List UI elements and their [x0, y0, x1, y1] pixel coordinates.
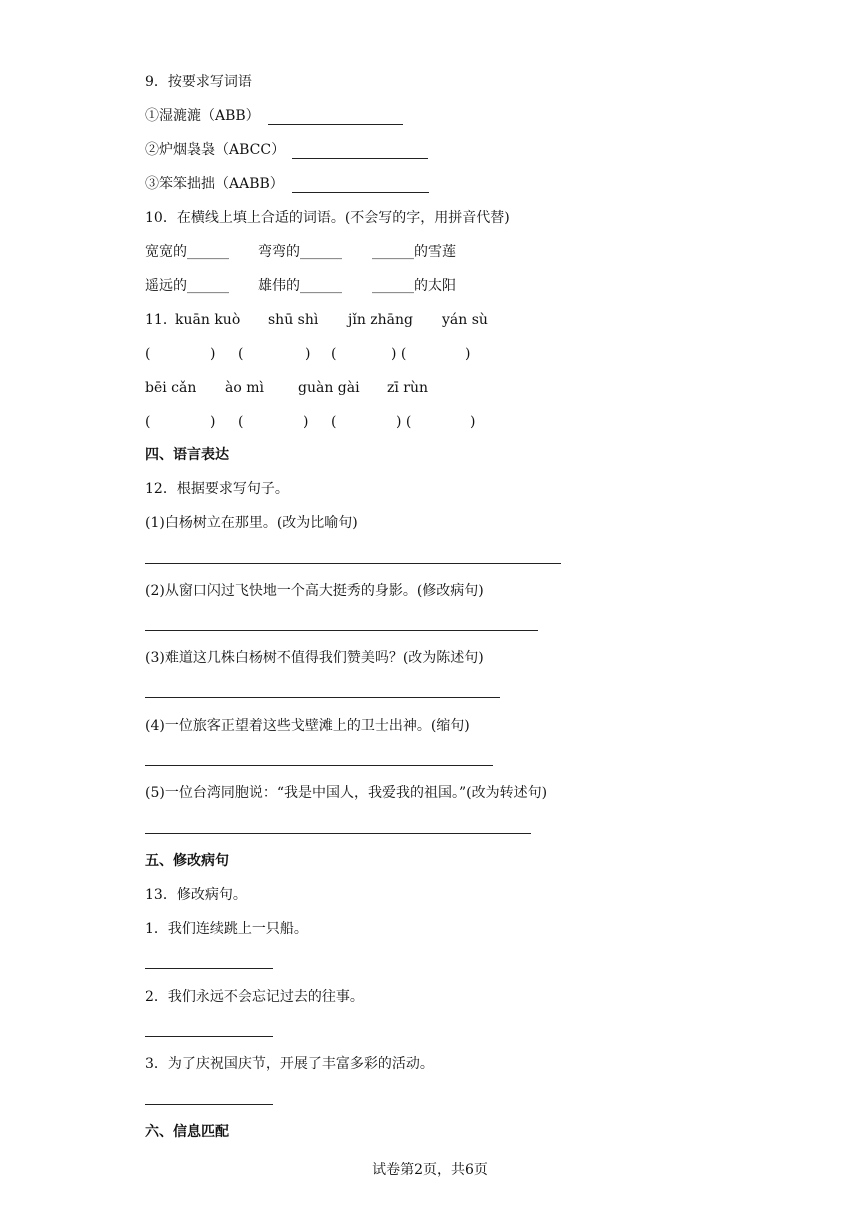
q12-answer-line-2 — [145, 630, 538, 631]
bracket: ) — [470, 414, 476, 430]
q13-sentence-3: 3．为了庆祝国庆节，开展了丰富多彩的活动。 — [145, 1056, 434, 1072]
q9-item-1: ①湿漉漉（ABB） — [145, 108, 260, 124]
q13-title: 13．修改病句。 — [145, 887, 247, 903]
bracket: ( — [238, 414, 244, 430]
bracket: ( — [331, 346, 337, 362]
q9-item-2: ②炉烟袅袅（ABCC） — [145, 142, 286, 158]
q13-answer-line-1 — [145, 968, 273, 969]
q13-sentence-2: 2．我们永远不会忘记过去的往事。 — [145, 989, 364, 1005]
page-footer: 试卷第2页，共6页 — [372, 1162, 488, 1178]
bracket: ( — [331, 414, 337, 430]
bracket: ( — [145, 346, 151, 362]
bracket: ( — [145, 414, 151, 430]
bracket: ) ( — [396, 414, 412, 430]
q12-sentence-5: (5)一位台湾同胞说：“我是中国人，我爱我的祖国。”(改为转述句) — [145, 785, 548, 801]
q10-title: 10．在横线上填上合适的词语。(不会写的字，用拼音代替) — [145, 210, 510, 226]
q10-blank: ______的雪莲 — [372, 244, 456, 260]
q11-pinyin: ào mì — [225, 380, 264, 396]
bracket: ) — [465, 346, 471, 362]
q12-sentence-3: (3)难道这几株白杨树不值得我们赞美吗？(改为陈述句) — [145, 650, 484, 666]
bracket: ) — [303, 414, 309, 430]
bracket: ) — [210, 346, 216, 362]
section-6-title: 六、信息匹配 — [145, 1124, 229, 1140]
q13-answer-line-3 — [145, 1104, 273, 1105]
q11-pinyin: bēi cǎn — [145, 380, 197, 396]
q10-blank: 宽宽的______ — [145, 244, 229, 260]
q12-sentence-1: (1)白杨树立在那里。(改为比喻句) — [145, 515, 358, 531]
q12-answer-line-3 — [145, 697, 500, 698]
q10-blank: 雄伟的______ — [258, 278, 342, 294]
q10-blank: ______的太阳 — [372, 278, 456, 294]
q11-prefix: 11． — [145, 312, 177, 328]
q10-blank: 遥远的______ — [145, 278, 229, 294]
q9-answer-line-2 — [292, 158, 428, 159]
q11-pinyin: yán sù — [442, 312, 488, 328]
q11-pinyin: kuān kuò — [175, 312, 241, 328]
q11-pinyin: shū shì — [268, 312, 319, 328]
q9-title: 9．按要求写词语 — [145, 74, 252, 90]
q12-answer-line-4 — [145, 765, 493, 766]
q12-title: 12．根据要求写句子。 — [145, 481, 289, 497]
q11-pinyin: jǐn zhāng — [348, 312, 414, 328]
bracket: ) ( — [391, 346, 407, 362]
q12-sentence-2: (2)从窗口闪过飞快地一个高大挺秀的身影。(修改病句) — [145, 583, 484, 599]
q12-answer-line-5 — [145, 833, 531, 834]
section-5-title: 五、修改病句 — [145, 853, 229, 869]
q12-answer-line-1 — [145, 563, 561, 564]
q11-pinyin: guàn gài — [298, 380, 360, 396]
q9-answer-line-3 — [292, 192, 429, 193]
section-4-title: 四、语言表达 — [145, 447, 229, 463]
q11-pinyin: zī rùn — [387, 380, 429, 396]
q10-blank: 弯弯的______ — [258, 244, 342, 260]
q9-answer-line-1 — [268, 124, 403, 125]
q13-answer-line-2 — [145, 1036, 273, 1037]
bracket: ) — [210, 414, 216, 430]
q12-sentence-4: (4)一位旅客正望着这些戈壁滩上的卫士出神。(缩句) — [145, 718, 470, 734]
bracket: ( — [238, 346, 244, 362]
q9-item-3: ③笨笨拙拙（AABB） — [145, 176, 284, 192]
q13-sentence-1: 1．我们连续跳上一只船。 — [145, 921, 308, 937]
bracket: ) — [305, 346, 311, 362]
